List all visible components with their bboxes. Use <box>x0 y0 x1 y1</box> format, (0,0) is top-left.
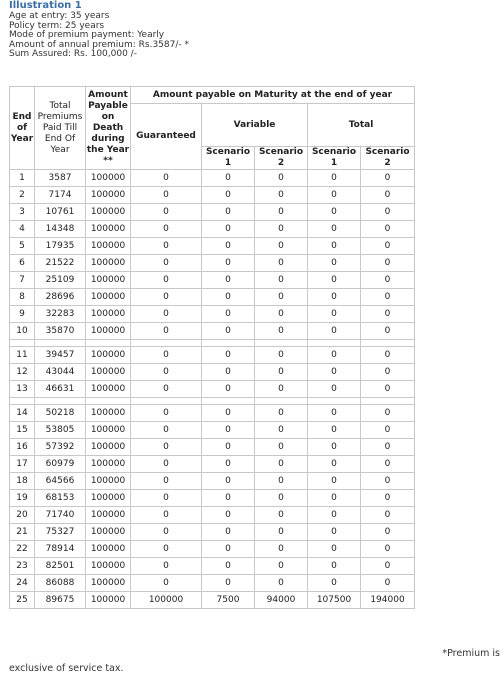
table-row <box>10 255 415 272</box>
cell-guaranteed: 0 <box>131 439 202 456</box>
cell-variable-scenario-2: 0 <box>255 381 308 398</box>
cell-death-benefit: 100000 <box>86 323 131 340</box>
cell-total-scenario-2: 0 <box>361 456 415 473</box>
benefit-table <box>9 86 415 609</box>
cell-end-year: 16 <box>10 439 35 456</box>
cell-total-scenario-1: 0 <box>308 507 361 524</box>
cell-guaranteed: 0 <box>131 490 202 507</box>
table-row <box>10 422 415 439</box>
cell-total-premiums: 21522 <box>35 255 86 272</box>
illustration-title: Illustration 1 <box>9 0 82 11</box>
cell-total-premiums: 75327 <box>35 524 86 541</box>
cell-death-benefit: 100000 <box>86 238 131 255</box>
cell-end-year: 4 <box>10 221 35 238</box>
benefit-table-body <box>10 170 415 609</box>
cell-total-premiums: 89675 <box>35 592 86 609</box>
cell-end-year: 22 <box>10 541 35 558</box>
cell-variable-scenario-2: 0 <box>255 558 308 575</box>
cell-variable-scenario-2: 0 <box>255 575 308 592</box>
cell-end-year: 18 <box>10 473 35 490</box>
cell-variable-scenario-2: 0 <box>255 255 308 272</box>
cell-total-scenario-2: 0 <box>361 541 415 558</box>
cell-death-benefit: 100000 <box>86 221 131 238</box>
cell-total-scenario-1: 0 <box>308 170 361 187</box>
cell-death-benefit: 100000 <box>86 473 131 490</box>
cell-death-benefit: 100000 <box>86 575 131 592</box>
cell-variable-scenario-2: 94000 <box>255 592 308 609</box>
header-guaranteed: Guaranteed <box>131 104 202 170</box>
cell-total-scenario-2: 0 <box>361 204 415 221</box>
cell-guaranteed: 0 <box>131 524 202 541</box>
cell-total-premiums: 7174 <box>35 187 86 204</box>
cell-death-benefit: 100000 <box>86 272 131 289</box>
cell-total-scenario-1: 0 <box>308 524 361 541</box>
table-row <box>10 238 415 255</box>
spacer-cell <box>35 398 86 405</box>
table-row <box>10 204 415 221</box>
cell-end-year: 13 <box>10 381 35 398</box>
cell-end-year: 8 <box>10 289 35 306</box>
cell-variable-scenario-1: 0 <box>202 541 255 558</box>
cell-variable-scenario-1: 7500 <box>202 592 255 609</box>
cell-variable-scenario-2: 0 <box>255 221 308 238</box>
cell-death-benefit: 100000 <box>86 405 131 422</box>
cell-end-year: 12 <box>10 364 35 381</box>
cell-variable-scenario-2: 0 <box>255 507 308 524</box>
cell-death-benefit: 100000 <box>86 381 131 398</box>
cell-guaranteed: 100000 <box>131 592 202 609</box>
cell-total-premiums: 39457 <box>35 347 86 364</box>
cell-end-year: 24 <box>10 575 35 592</box>
cell-total-premiums: 14348 <box>35 221 86 238</box>
cell-total-premiums: 60979 <box>35 456 86 473</box>
spacer-cell <box>255 340 308 347</box>
cell-total-scenario-2: 0 <box>361 473 415 490</box>
cell-variable-scenario-1: 0 <box>202 238 255 255</box>
table-row <box>10 473 415 490</box>
cell-total-scenario-2: 0 <box>361 405 415 422</box>
cell-end-year: 11 <box>10 347 35 364</box>
spacer-cell <box>308 340 361 347</box>
cell-end-year: 23 <box>10 558 35 575</box>
spacer-cell <box>361 398 415 405</box>
cell-end-year: 17 <box>10 456 35 473</box>
spacer-cell <box>10 398 35 405</box>
table-row <box>10 347 415 364</box>
spacer-cell <box>361 340 415 347</box>
cell-death-benefit: 100000 <box>86 204 131 221</box>
cell-variable-scenario-1: 0 <box>202 204 255 221</box>
cell-death-benefit: 100000 <box>86 187 131 204</box>
cell-total-scenario-2: 194000 <box>361 592 415 609</box>
cell-total-scenario-1: 0 <box>308 306 361 323</box>
cell-variable-scenario-1: 0 <box>202 364 255 381</box>
cell-guaranteed: 0 <box>131 558 202 575</box>
cell-end-year: 1 <box>10 170 35 187</box>
cell-variable-scenario-1: 0 <box>202 439 255 456</box>
age-at-entry: Age at entry: 35 years <box>9 11 110 21</box>
benefit-table-wrapper <box>9 86 415 609</box>
spacer-cell <box>131 398 202 405</box>
cell-variable-scenario-1: 0 <box>202 255 255 272</box>
cell-total-premiums: 82501 <box>35 558 86 575</box>
cell-total-scenario-2: 0 <box>361 439 415 456</box>
cell-total-scenario-1: 0 <box>308 381 361 398</box>
cell-total-scenario-1: 0 <box>308 187 361 204</box>
cell-total-scenario-1: 0 <box>308 272 361 289</box>
cell-total-premiums: 3587 <box>35 170 86 187</box>
table-row <box>10 592 415 609</box>
cell-death-benefit: 100000 <box>86 347 131 364</box>
cell-variable-scenario-2: 0 <box>255 405 308 422</box>
cell-variable-scenario-1: 0 <box>202 490 255 507</box>
cell-total-scenario-2: 0 <box>361 347 415 364</box>
cell-end-year: 10 <box>10 323 35 340</box>
table-row <box>10 558 415 575</box>
cell-variable-scenario-1: 0 <box>202 187 255 204</box>
cell-variable-scenario-2: 0 <box>255 289 308 306</box>
cell-total-scenario-2: 0 <box>361 422 415 439</box>
table-row <box>10 490 415 507</box>
cell-death-benefit: 100000 <box>86 558 131 575</box>
cell-total-scenario-1: 0 <box>308 422 361 439</box>
cell-total-premiums: 35870 <box>35 323 86 340</box>
cell-total-scenario-1: 0 <box>308 439 361 456</box>
cell-total-scenario-1: 0 <box>308 541 361 558</box>
cell-death-benefit: 100000 <box>86 439 131 456</box>
table-row <box>10 272 415 289</box>
cell-total-scenario-1: 0 <box>308 221 361 238</box>
cell-guaranteed: 0 <box>131 170 202 187</box>
cell-total-scenario-1: 0 <box>308 575 361 592</box>
cell-total-premiums: 50218 <box>35 405 86 422</box>
table-row <box>10 439 415 456</box>
sum-assured: Sum Assured: Rs. 100,000 /- <box>9 49 137 60</box>
header-variable: Variable <box>202 104 308 147</box>
cell-guaranteed: 0 <box>131 422 202 439</box>
cell-guaranteed: 0 <box>131 347 202 364</box>
header-variable-scenario-1: Scenario 1 <box>202 147 255 170</box>
cell-total-scenario-2: 0 <box>361 381 415 398</box>
cell-guaranteed: 0 <box>131 575 202 592</box>
cell-end-year: 14 <box>10 405 35 422</box>
cell-variable-scenario-1: 0 <box>202 507 255 524</box>
cell-guaranteed: 0 <box>131 255 202 272</box>
cell-end-year: 19 <box>10 490 35 507</box>
cell-variable-scenario-2: 0 <box>255 323 308 340</box>
cell-variable-scenario-1: 0 <box>202 422 255 439</box>
table-row <box>10 381 415 398</box>
cell-total-scenario-1: 0 <box>308 558 361 575</box>
cell-guaranteed: 0 <box>131 456 202 473</box>
cell-variable-scenario-1: 0 <box>202 473 255 490</box>
cell-death-benefit: 100000 <box>86 289 131 306</box>
cell-total-scenario-2: 0 <box>361 575 415 592</box>
cell-guaranteed: 0 <box>131 289 202 306</box>
cell-total-scenario-1: 0 <box>308 364 361 381</box>
cell-guaranteed: 0 <box>131 507 202 524</box>
cell-guaranteed: 0 <box>131 204 202 221</box>
cell-guaranteed: 0 <box>131 306 202 323</box>
spacer-cell <box>86 398 131 405</box>
cell-total-premiums: 86088 <box>35 575 86 592</box>
table-row <box>10 170 415 187</box>
cell-death-benefit: 100000 <box>86 255 131 272</box>
cell-total-scenario-1: 0 <box>308 255 361 272</box>
cell-variable-scenario-1: 0 <box>202 381 255 398</box>
cell-total-scenario-2: 0 <box>361 524 415 541</box>
cell-variable-scenario-2: 0 <box>255 204 308 221</box>
cell-total-scenario-1: 0 <box>308 473 361 490</box>
cell-total-premiums: 46631 <box>35 381 86 398</box>
cell-guaranteed: 0 <box>131 541 202 558</box>
cell-death-benefit: 100000 <box>86 490 131 507</box>
table-row <box>10 541 415 558</box>
table-row <box>10 221 415 238</box>
cell-variable-scenario-2: 0 <box>255 306 308 323</box>
cell-total-premiums: 43044 <box>35 364 86 381</box>
header-maturity: Amount payable on Maturity at the end of year <box>131 87 415 104</box>
cell-guaranteed: 0 <box>131 405 202 422</box>
cell-total-premiums: 78914 <box>35 541 86 558</box>
row-spacer <box>10 340 415 347</box>
table-row <box>10 306 415 323</box>
cell-variable-scenario-2: 0 <box>255 272 308 289</box>
cell-total-scenario-2: 0 <box>361 306 415 323</box>
cell-end-year: 25 <box>10 592 35 609</box>
table-row <box>10 187 415 204</box>
header-total-scenario-2: Scenario 2 <box>361 147 415 170</box>
annual-premium: Amount of annual premium: Rs.3587/- * <box>9 39 189 50</box>
cell-death-benefit: 100000 <box>86 422 131 439</box>
table-row <box>10 575 415 592</box>
spacer-cell <box>131 340 202 347</box>
header-end-year: End of Year <box>10 87 35 170</box>
cell-end-year: 9 <box>10 306 35 323</box>
cell-end-year: 15 <box>10 422 35 439</box>
cell-total-premiums: 64566 <box>35 473 86 490</box>
table-row <box>10 364 415 381</box>
cell-end-year: 5 <box>10 238 35 255</box>
cell-guaranteed: 0 <box>131 364 202 381</box>
cell-variable-scenario-2: 0 <box>255 364 308 381</box>
cell-death-benefit: 100000 <box>86 456 131 473</box>
cell-guaranteed: 0 <box>131 187 202 204</box>
cell-variable-scenario-2: 0 <box>255 187 308 204</box>
cell-total-scenario-2: 0 <box>361 221 415 238</box>
cell-guaranteed: 0 <box>131 221 202 238</box>
spacer-cell <box>202 398 255 405</box>
table-row <box>10 456 415 473</box>
premium-mode: Mode of premium payment: Yearly <box>9 30 165 41</box>
cell-total-premiums: 57392 <box>35 439 86 456</box>
cell-variable-scenario-1: 0 <box>202 170 255 187</box>
cell-death-benefit: 100000 <box>86 364 131 381</box>
table-row <box>10 289 415 306</box>
footnote-premium: *Premium is <box>442 648 500 659</box>
cell-death-benefit: 100000 <box>86 306 131 323</box>
cell-total-premiums: 17935 <box>35 238 86 255</box>
table-row <box>10 507 415 524</box>
cell-variable-scenario-1: 0 <box>202 575 255 592</box>
cell-variable-scenario-2: 0 <box>255 347 308 364</box>
cell-total-scenario-1: 0 <box>308 323 361 340</box>
cell-death-benefit: 100000 <box>86 592 131 609</box>
cell-total-premiums: 10761 <box>35 204 86 221</box>
cell-total-scenario-2: 0 <box>361 255 415 272</box>
cell-variable-scenario-2: 0 <box>255 422 308 439</box>
cell-total-scenario-2: 0 <box>361 323 415 340</box>
cell-total-scenario-2: 0 <box>361 507 415 524</box>
cell-total-premiums: 71740 <box>35 507 86 524</box>
spacer-cell <box>255 398 308 405</box>
spacer-cell <box>308 398 361 405</box>
cell-variable-scenario-1: 0 <box>202 221 255 238</box>
table-row <box>10 405 415 422</box>
cell-guaranteed: 0 <box>131 272 202 289</box>
footnote-service-tax: exclusive of service tax. <box>9 663 124 674</box>
cell-guaranteed: 0 <box>131 473 202 490</box>
cell-total-scenario-2: 0 <box>361 272 415 289</box>
cell-total-scenario-1: 0 <box>308 238 361 255</box>
cell-total-scenario-1: 0 <box>308 204 361 221</box>
cell-variable-scenario-2: 0 <box>255 490 308 507</box>
cell-end-year: 2 <box>10 187 35 204</box>
cell-guaranteed: 0 <box>131 323 202 340</box>
cell-total-scenario-2: 0 <box>361 558 415 575</box>
cell-variable-scenario-1: 0 <box>202 323 255 340</box>
header-total-scenario-1: Scenario 1 <box>308 147 361 170</box>
cell-variable-scenario-2: 0 <box>255 473 308 490</box>
cell-variable-scenario-2: 0 <box>255 170 308 187</box>
cell-variable-scenario-1: 0 <box>202 289 255 306</box>
cell-total-scenario-1: 0 <box>308 405 361 422</box>
cell-total-scenario-2: 0 <box>361 187 415 204</box>
cell-death-benefit: 100000 <box>86 541 131 558</box>
cell-variable-scenario-1: 0 <box>202 558 255 575</box>
cell-total-scenario-1: 0 <box>308 490 361 507</box>
cell-total-scenario-2: 0 <box>361 364 415 381</box>
header-variable-scenario-2: Scenario 2 <box>255 147 308 170</box>
cell-variable-scenario-1: 0 <box>202 272 255 289</box>
cell-variable-scenario-1: 0 <box>202 347 255 364</box>
spacer-cell <box>86 340 131 347</box>
cell-total-premiums: 68153 <box>35 490 86 507</box>
cell-variable-scenario-1: 0 <box>202 524 255 541</box>
cell-total-scenario-2: 0 <box>361 238 415 255</box>
cell-total-premiums: 28696 <box>35 289 86 306</box>
header-total: Total <box>308 104 415 147</box>
row-spacer <box>10 398 415 405</box>
cell-variable-scenario-2: 0 <box>255 456 308 473</box>
policy-info <box>9 12 189 60</box>
cell-end-year: 21 <box>10 524 35 541</box>
cell-total-scenario-2: 0 <box>361 490 415 507</box>
cell-total-premiums: 53805 <box>35 422 86 439</box>
cell-death-benefit: 100000 <box>86 507 131 524</box>
cell-end-year: 3 <box>10 204 35 221</box>
cell-total-scenario-1: 0 <box>308 347 361 364</box>
table-row <box>10 323 415 340</box>
cell-total-scenario-1: 0 <box>308 289 361 306</box>
spacer-cell <box>202 340 255 347</box>
header-total-premiums: Total Premiums Paid Till End Of Year <box>35 87 86 170</box>
cell-death-benefit: 100000 <box>86 170 131 187</box>
cell-total-scenario-2: 0 <box>361 289 415 306</box>
cell-guaranteed: 0 <box>131 238 202 255</box>
cell-variable-scenario-1: 0 <box>202 456 255 473</box>
cell-total-premiums: 25109 <box>35 272 86 289</box>
cell-death-benefit: 100000 <box>86 524 131 541</box>
cell-end-year: 20 <box>10 507 35 524</box>
spacer-cell <box>35 340 86 347</box>
cell-guaranteed: 0 <box>131 381 202 398</box>
cell-total-premiums: 32283 <box>35 306 86 323</box>
cell-variable-scenario-2: 0 <box>255 439 308 456</box>
cell-variable-scenario-1: 0 <box>202 306 255 323</box>
table-row <box>10 524 415 541</box>
cell-variable-scenario-2: 0 <box>255 541 308 558</box>
cell-total-scenario-1: 0 <box>308 456 361 473</box>
cell-variable-scenario-1: 0 <box>202 405 255 422</box>
cell-total-scenario-1: 107500 <box>308 592 361 609</box>
cell-end-year: 7 <box>10 272 35 289</box>
cell-total-scenario-2: 0 <box>361 170 415 187</box>
cell-variable-scenario-2: 0 <box>255 238 308 255</box>
policy-term: Policy term: 25 years <box>9 20 105 31</box>
cell-end-year: 6 <box>10 255 35 272</box>
header-amount-payable: Amount Payable on Death during the Year ** <box>86 87 131 170</box>
spacer-cell <box>10 340 35 347</box>
cell-variable-scenario-2: 0 <box>255 524 308 541</box>
